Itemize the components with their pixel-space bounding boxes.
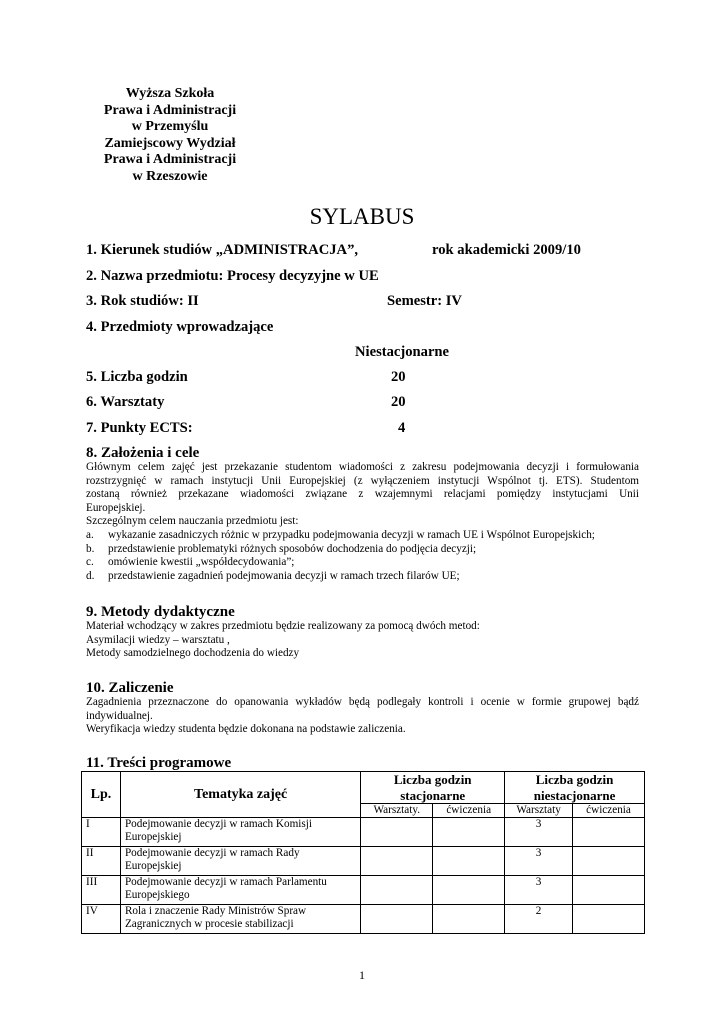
section-9-heading: 9. Metody dydaktyczne xyxy=(86,604,235,620)
cell-warsztaty-niestac: 3 xyxy=(505,847,573,876)
cell-warsztaty-stac xyxy=(361,818,433,847)
section-8-heading: 8. Założenia i cele xyxy=(86,445,200,461)
cell-topic: Podejmowanie decyzji w ramach Parlamentu Europejskiego xyxy=(120,876,360,905)
list-item-letter: d. xyxy=(86,569,95,582)
school-line: Prawa i Administracji xyxy=(103,102,237,118)
school-line: Prawa i Administracji xyxy=(103,152,237,168)
table-row xyxy=(82,876,645,905)
cell-cwiczenia-stac xyxy=(433,847,505,876)
page-title: SYLABUS xyxy=(309,204,415,229)
cell-lp: I xyxy=(82,818,121,847)
header-stacjonarne: Liczba godzin stacjonarne xyxy=(361,772,505,804)
header-lp: Lp. xyxy=(82,772,121,818)
school-line: w Rzeszowie xyxy=(132,168,208,184)
paragraph-line: Zagadnienia przeznaczone do opanowania wykładów będą podlegały kontroli i ocenie w formie grupowej bądź xyxy=(86,696,639,708)
table-header-row xyxy=(82,772,645,804)
field-ects-value: 4 xyxy=(398,420,406,436)
field-ects: 7. Punkty ECTS: xyxy=(86,420,193,436)
table-row xyxy=(82,818,645,847)
cell-topic: Rola i znaczenie Rady Ministrów Spraw Zagranicznych w procesie stabilizacji xyxy=(120,905,360,934)
field-przedmioty-wprowadzajace: 4. Przedmioty wprowadzające xyxy=(86,319,274,335)
field-semestr: Semestr: IV xyxy=(387,293,462,309)
cell-warsztaty-niestac: 3 xyxy=(505,818,573,847)
cell-warsztaty-stac xyxy=(361,905,433,934)
paragraph-line: Europejskiej. xyxy=(86,501,146,514)
field-kierunek: 1. Kierunek studiów „ADMINISTRACJA”, xyxy=(86,242,359,258)
paragraph-line: Metody samodzielnego dochodzenia do wiedzy xyxy=(86,647,300,660)
cell-warsztaty-niestac: 3 xyxy=(505,876,573,905)
cell-cwiczenia-niestac xyxy=(573,818,645,847)
field-warsztaty: 6. Warsztaty xyxy=(86,394,165,410)
page-number: 1 xyxy=(359,968,365,982)
list-item xyxy=(86,556,639,570)
school-header xyxy=(60,86,280,186)
paragraph-line: Głównym celem zajęć jest przekazanie studentom wiadomości z zakresu podejmowania decyzji i formułowania xyxy=(86,461,639,473)
header-niestacjonarne: Liczba godzin niestacjonarne xyxy=(505,772,645,804)
program-table xyxy=(81,771,645,934)
cell-cwiczenia-niestac xyxy=(573,847,645,876)
paragraph-line: zostaną również przekazane wiadomości związane z wzajemnymi relacjami pomiędzy instytucjami Unii xyxy=(86,488,639,501)
list-item-text: wykazanie zasadniczych różnic w przypadku podejmowania decyzji w ramach UE i Wspólnot Europejskich; xyxy=(108,528,595,541)
cell-lp: III xyxy=(82,876,121,905)
objectives-list xyxy=(86,529,639,583)
field-liczba-godzin-value: 20 xyxy=(391,369,406,385)
cell-lp: IV xyxy=(82,905,121,934)
header-tematyka: Tematyka zajęć xyxy=(120,772,360,818)
field-niestacjonarne-header: Niestacjonarne xyxy=(355,344,450,360)
cell-warsztaty-stac xyxy=(361,876,433,905)
subheader-cwiczenia: ćwiczenia xyxy=(573,804,645,818)
table-row xyxy=(82,847,645,876)
list-item-letter: c. xyxy=(86,556,94,569)
list-item-text: przedstawienie problematyki różnych sposobów dochodzenia do podjęcia decyzji; xyxy=(108,542,477,555)
list-item-letter: b. xyxy=(86,542,95,555)
section-8-body xyxy=(86,461,639,583)
list-item xyxy=(86,543,639,557)
table-row xyxy=(82,905,645,934)
school-line: w Przemyślu xyxy=(131,119,209,135)
paragraph-line: Asymilacji wiedzy – warsztatu , xyxy=(86,633,230,646)
school-line: Wyższa Szkoła xyxy=(125,86,215,101)
section-10-heading: 10. Zaliczenie xyxy=(86,680,174,696)
section-9-body xyxy=(86,620,639,661)
cell-topic: Podejmowanie decyzji w ramach Komisji Europejskiej xyxy=(120,818,360,847)
paragraph-line: indywidualnej. xyxy=(86,709,153,722)
field-nazwa-przedmiotu: 2. Nazwa przedmiotu: Procesy decyzyjne w UE xyxy=(86,268,379,284)
cell-cwiczenia-niestac xyxy=(573,905,645,934)
cell-lp: II xyxy=(82,847,121,876)
paragraph-line: Materiał wchodzący w zakres przedmiotu będzie realizowany za pomocą dwóch metod: xyxy=(86,620,480,632)
list-item-text: przedstawienie zagadnień podejmowania decyzji w ramach trzech filarów UE; xyxy=(108,569,460,582)
field-warsztaty-value: 20 xyxy=(391,394,406,410)
cell-cwiczenia-stac xyxy=(433,818,505,847)
cell-topic: Podejmowanie decyzji w ramach Rady Europejskiej xyxy=(120,847,360,876)
school-line: Zamiejscowy Wydział xyxy=(104,135,236,151)
list-item-letter: a. xyxy=(86,528,94,541)
list-intro: Szczególnym celem nauczania przedmiotu jest: xyxy=(86,515,299,528)
paragraph-line: Weryfikacja wiedzy studenta będzie dokonana na podstawie zaliczenia. xyxy=(86,723,406,736)
list-item-text: omówienie kwestii „współdecydowania”; xyxy=(108,556,295,569)
subheader-warsztaty: Warsztaty. xyxy=(361,804,433,818)
field-rok-akademicki: rok akademicki 2009/10 xyxy=(432,242,581,258)
cell-cwiczenia-stac xyxy=(433,876,505,905)
list-item xyxy=(86,570,639,584)
subheader-cwiczenia: ćwiczenia xyxy=(433,804,505,818)
cell-warsztaty-stac xyxy=(361,847,433,876)
field-rok-studiow: 3. Rok studiów: II xyxy=(86,293,199,309)
list-item xyxy=(86,529,639,543)
cell-warsztaty-niestac: 2 xyxy=(505,905,573,934)
section-11-heading: 11. Treści programowe xyxy=(86,755,232,771)
cell-cwiczenia-stac xyxy=(433,905,505,934)
field-liczba-godzin: 5. Liczba godzin xyxy=(86,369,188,385)
paragraph-line: rozstrzygnięć w ramach instytucji Unii Europejskiej (z wyłączeniem instytucji Wspólnot tj. ETS). Studentom xyxy=(86,474,639,487)
section-10-body xyxy=(86,696,639,737)
subheader-warsztaty: Warsztaty xyxy=(505,804,573,818)
cell-cwiczenia-niestac xyxy=(573,876,645,905)
